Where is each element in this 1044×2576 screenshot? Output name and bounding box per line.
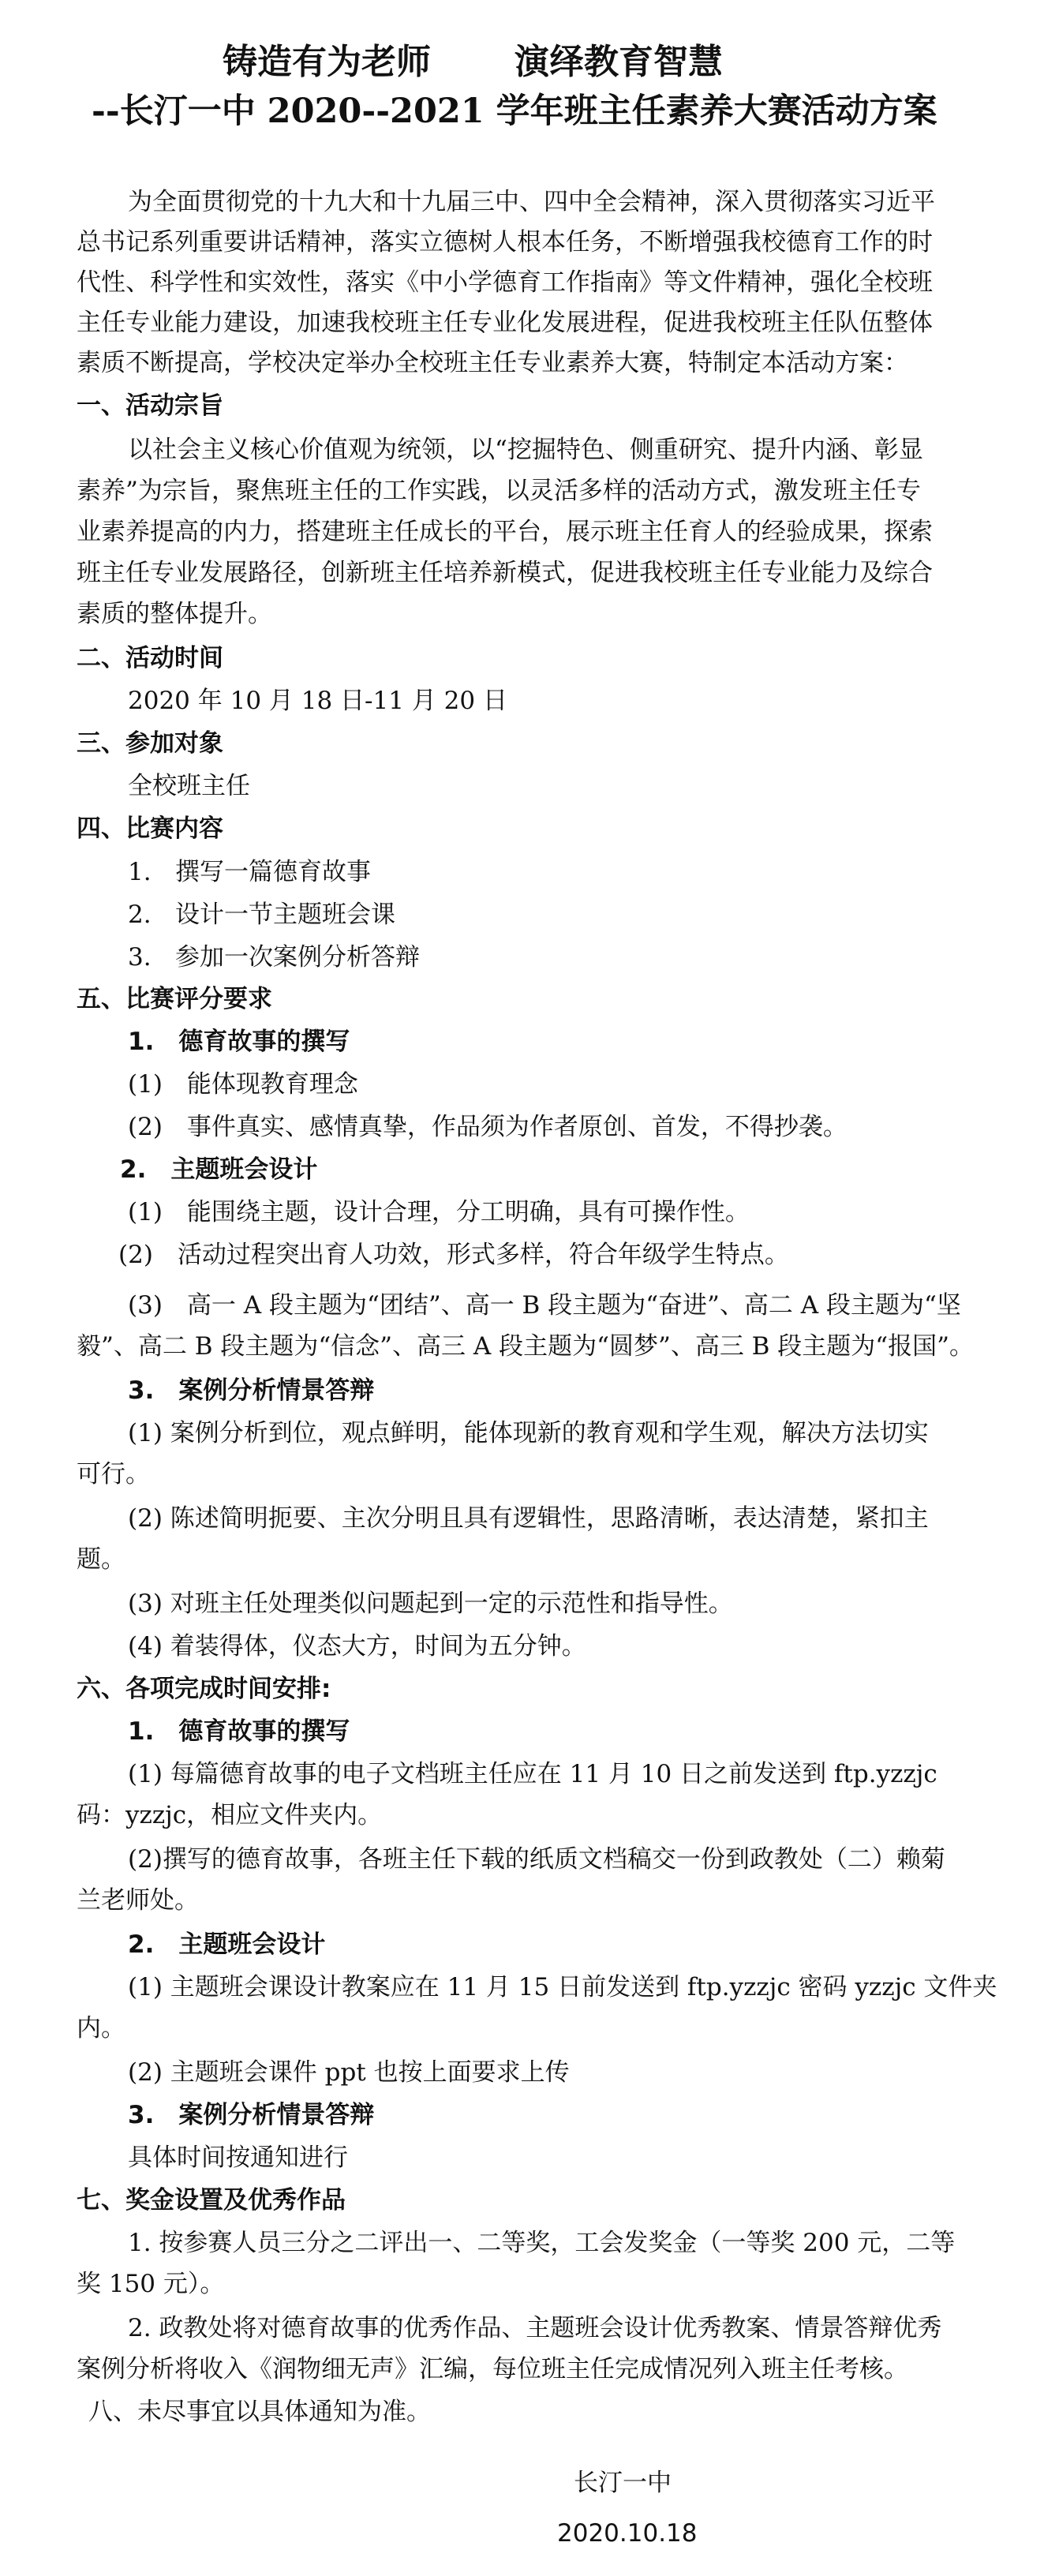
list-item: (3) 对班主任处理类似问题起到一定的示范性和指导性。 [128,1589,733,1618]
intro-line: 代性、科学性和实效性，落实《中小学德育工作指南》等文件精神，强化全校班 [77,268,933,297]
paragraph-line: 班主任专业发展路径，创新班主任培养新模式，促进我校班主任专业能力及综合 [77,559,933,587]
subtitle: --长汀一中 2020--2021 学年班主任素养大赛活动方案 [92,92,937,131]
paragraph-line: 奖 150 元）。 [77,2270,225,2298]
section-heading: 五、比赛评分要求 [77,985,272,1013]
intro-line: 为全面贯彻党的十九大和十九届三中、四中全会精神，深入贯彻落实习近平 [128,188,935,216]
list-number: 1. [128,858,152,886]
paragraph-line: 兰老师处。 [77,1886,199,1915]
subsection-title: 2. 主题班会设计 [120,1155,318,1184]
subsection-title: 1. 德育故事的撰写 [128,1028,350,1056]
paragraph-line: 具体时间按通知进行 [128,2144,348,2172]
intro-line: 素质不断提高，学校决定举办全校班主任专业素养大赛，特制定本活动方案： [77,349,908,377]
paragraph-line: 业素养提高的内力，搭建班主任成长的平台，展示班主任育人的经验成果，探索 [77,518,933,546]
title-right: 演绎教育智慧 [515,42,723,82]
paragraph-line: (2) 主题班会课件 ppt 也按上面要求上传 [128,2058,570,2087]
list-item: 撰写一篇德育故事 [175,858,371,886]
list-number: 3. [128,943,152,972]
list-item: (2) 陈述简明扼要、主次分明且具有逻辑性，思路清晰，表达清楚，紧扣主 [128,1504,929,1533]
section-heading: 三、参加对象 [77,729,223,758]
list-item: (1) 能围绕主题，设计合理，分工明确，具有可操作性。 [128,1198,750,1226]
section-heading: 六、各项完成时间安排: [77,1675,331,1703]
paragraph-line: (1) 每篇德育故事的电子文档班主任应在 11 月 10 日之前发送到 ftp.yzzjc [128,1760,937,1788]
list-item: 设计一节主题班会课 [175,900,395,929]
paragraph-line: (2)撰写的德育故事，各班主任下载的纸质文档稿交一份到政教处（二）赖菊 [128,1845,945,1874]
paragraph-line: 1. 按参赛人员三分之二评出一、二等奖，工会发奖金（一等奖 200 元，二等 [128,2229,956,2257]
list-item: (1) 能体现教育理念 [128,1070,358,1099]
intro-line: 主任专业能力建设，加速我校班主任专业化发展进程，促进我校班主任队伍整体 [77,309,933,337]
paragraph-line: 素质的整体提升。 [77,600,272,628]
signature-date: 2020.10.18 [557,2519,698,2548]
section-heading: 七、奖金设置及优秀作品 [77,2186,346,2215]
paragraph-line: 素养”为宗旨，聚焦班主任的工作实践，以灵活多样的活动方式，激发班主任专 [77,477,921,505]
signature-org: 长汀一中 [574,2469,672,2497]
list-item: (3) 高一 A 段主题为“团结”、高一 B 段主题为“奋进”、高二 A 段主题为“坚 [128,1291,961,1320]
list-item: (4) 着装得体，仪态大方，时间为五分钟。 [128,1632,586,1661]
section-text: 全校班主任 [128,772,250,800]
section-heading: 八、未尽事宜以具体通知为准。 [88,2398,431,2426]
list-item: (2) 事件真实、感情真挚，作品须为作者原创、首发，不得抄袭。 [128,1113,848,1141]
subsection-title: 3. 案例分析情景答辩 [128,1376,375,1405]
intro-line: 总书记系列重要讲话精神，落实立德树人根本任务，不断增强我校德育工作的时 [77,228,933,256]
list-item: (2) 活动过程突出育人功效，形式多样，符合年级学生特点。 [118,1241,789,1269]
paragraph-line: 以社会主义核心价值观为统领，以“挖掘特色、侧重研究、提升内涵、彰显 [128,436,923,464]
paragraph-line: 2. 政教处将对德育故事的优秀作品、主题班会设计优秀教案、情景答辩优秀 [128,2314,942,2342]
paragraph-line: 码：yzzjc，相应文件夹内。 [77,1801,383,1829]
paragraph-line: 案例分析将收入《润物细无声》汇编，每位班主任完成情况列入班主任考核。 [77,2355,908,2383]
paragraph-line: 内。 [77,2014,125,2042]
paragraph-line: (1) 主题班会课设计教案应在 11 月 15 日前发送到 ftp.yzzjc 密码 yzzjc 文件夹 [128,1973,997,2001]
subsection-title: 2. 主题班会设计 [128,1930,326,1959]
section-heading: 四、比赛内容 [77,814,223,843]
list-item: 题。 [77,1545,125,1574]
subsection-title: 1. 德育故事的撰写 [128,1717,350,1746]
section-text: 2020 年 10 月 18 日-11 月 20 日 [128,687,507,715]
list-item: 毅”、高二 B 段主题为“信念”、高三 A 段主题为“圆梦”、高三 B 段主题为“报国”。 [77,1332,975,1361]
title-left: 铸造有为老师 [223,42,431,82]
list-item: 参加一次案例分析答辩 [175,943,420,972]
list-item: (1) 案例分析到位，观点鲜明，能体现新的教育观和学生观，解决方法切实 [128,1419,929,1447]
subsection-title: 3. 案例分析情景答辩 [128,2101,375,2129]
section-heading: 二、活动时间 [77,644,223,672]
list-item: 可行。 [77,1460,150,1488]
section-heading: 一、活动宗旨 [77,391,223,420]
list-number: 2. [128,900,152,929]
